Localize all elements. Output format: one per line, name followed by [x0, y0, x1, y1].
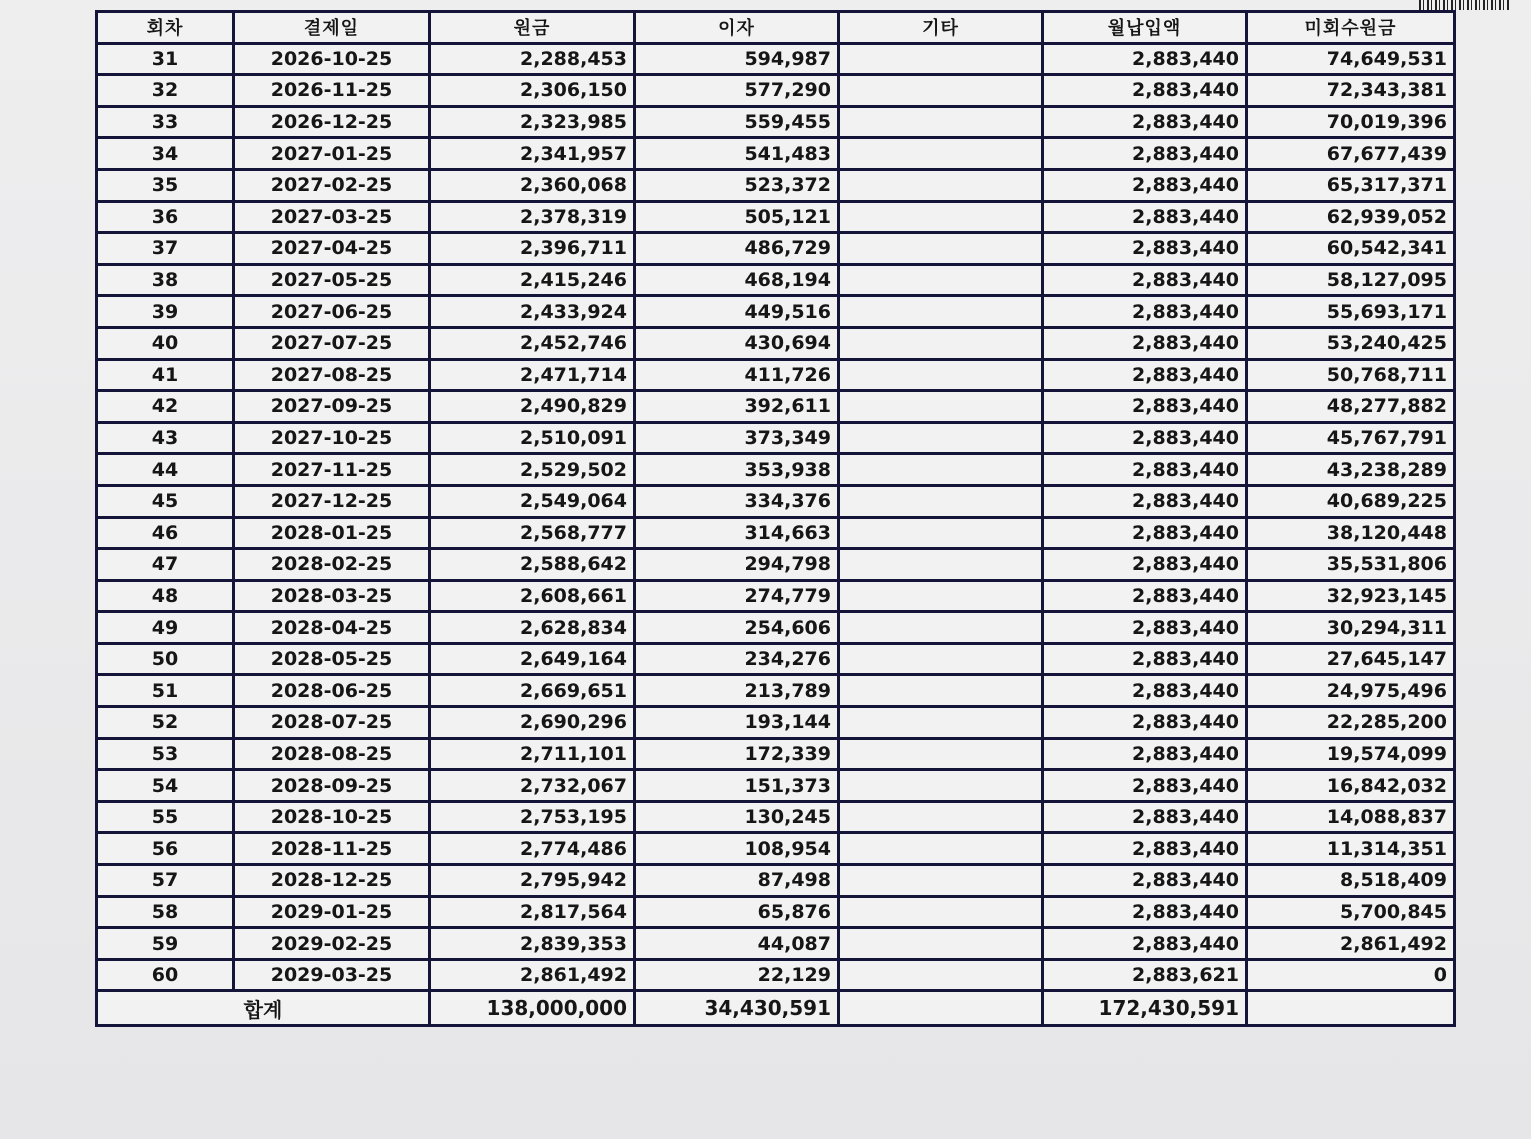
- cell-principal: 2,568,777: [430, 517, 635, 549]
- cell-installment: 57: [97, 865, 234, 897]
- cell-installment: 38: [97, 264, 234, 296]
- cell-principal: 2,396,711: [430, 233, 635, 265]
- cell-outstanding-principal: 65,317,371: [1247, 169, 1455, 201]
- cell-interest: 505,121: [635, 201, 839, 233]
- cell-other: [839, 485, 1043, 517]
- cell-other: [839, 580, 1043, 612]
- cell-interest: 294,798: [635, 549, 839, 581]
- cell-other: [839, 296, 1043, 328]
- cell-monthly-payment: 2,883,440: [1043, 801, 1247, 833]
- cell-interest: 559,455: [635, 106, 839, 138]
- cell-monthly-payment: 2,883,440: [1043, 675, 1247, 707]
- total-interest: 34,430,591: [635, 991, 839, 1026]
- cell-interest: 130,245: [635, 801, 839, 833]
- cell-other: [839, 549, 1043, 581]
- cell-principal: 2,510,091: [430, 422, 635, 454]
- cell-outstanding-principal: 35,531,806: [1247, 549, 1455, 581]
- cell-payment-date: 2026-11-25: [234, 75, 430, 107]
- table-row: [97, 264, 1455, 296]
- cell-other: [839, 169, 1043, 201]
- cell-principal: 2,288,453: [430, 43, 635, 75]
- table-row: [97, 549, 1455, 581]
- cell-principal: 2,795,942: [430, 865, 635, 897]
- cell-installment: 35: [97, 169, 234, 201]
- cell-interest: 22,129: [635, 959, 839, 991]
- cell-payment-date: 2027-10-25: [234, 422, 430, 454]
- cell-interest: 234,276: [635, 643, 839, 675]
- cell-monthly-payment: 2,883,440: [1043, 75, 1247, 107]
- cell-monthly-payment: 2,883,440: [1043, 738, 1247, 770]
- cell-principal: 2,608,661: [430, 580, 635, 612]
- table-row: [97, 770, 1455, 802]
- table-row: [97, 327, 1455, 359]
- cell-monthly-payment: 2,883,440: [1043, 327, 1247, 359]
- cell-other: [839, 517, 1043, 549]
- cell-principal: 2,732,067: [430, 770, 635, 802]
- cell-outstanding-principal: 11,314,351: [1247, 833, 1455, 865]
- table-row: [97, 422, 1455, 454]
- cell-outstanding-principal: 67,677,439: [1247, 138, 1455, 170]
- cell-monthly-payment: 2,883,440: [1043, 865, 1247, 897]
- cell-payment-date: 2028-11-25: [234, 833, 430, 865]
- cell-outstanding-principal: 0: [1247, 959, 1455, 991]
- cell-monthly-payment: 2,883,440: [1043, 643, 1247, 675]
- cell-payment-date: 2029-02-25: [234, 928, 430, 960]
- cell-payment-date: 2028-08-25: [234, 738, 430, 770]
- cell-interest: 523,372: [635, 169, 839, 201]
- cell-monthly-payment: 2,883,440: [1043, 296, 1247, 328]
- cell-interest: 392,611: [635, 391, 839, 423]
- cell-installment: 50: [97, 643, 234, 675]
- cell-outstanding-principal: 8,518,409: [1247, 865, 1455, 897]
- cell-principal: 2,306,150: [430, 75, 635, 107]
- cell-payment-date: 2027-02-25: [234, 169, 430, 201]
- cell-interest: 334,376: [635, 485, 839, 517]
- cell-monthly-payment: 2,883,440: [1043, 833, 1247, 865]
- table-row: [97, 833, 1455, 865]
- cell-payment-date: 2028-09-25: [234, 770, 430, 802]
- cell-payment-date: 2027-06-25: [234, 296, 430, 328]
- cell-payment-date: 2028-12-25: [234, 865, 430, 897]
- header-outstanding-principal: 미회수원금: [1247, 12, 1455, 44]
- cell-interest: 65,876: [635, 896, 839, 928]
- cell-interest: 468,194: [635, 264, 839, 296]
- table-row: [97, 896, 1455, 928]
- cell-other: [839, 138, 1043, 170]
- cell-payment-date: 2027-03-25: [234, 201, 430, 233]
- cell-outstanding-principal: 2,861,492: [1247, 928, 1455, 960]
- cell-other: [839, 865, 1043, 897]
- cell-principal: 2,341,957: [430, 138, 635, 170]
- cell-payment-date: 2028-01-25: [234, 517, 430, 549]
- cell-other: [839, 959, 1043, 991]
- table-row: [97, 865, 1455, 897]
- cell-outstanding-principal: 22,285,200: [1247, 707, 1455, 739]
- cell-outstanding-principal: 55,693,171: [1247, 296, 1455, 328]
- cell-interest: 594,987: [635, 43, 839, 75]
- cell-monthly-payment: 2,883,440: [1043, 43, 1247, 75]
- cell-other: [839, 106, 1043, 138]
- cell-other: [839, 327, 1043, 359]
- table-row: [97, 391, 1455, 423]
- cell-installment: 33: [97, 106, 234, 138]
- cell-principal: 2,649,164: [430, 643, 635, 675]
- cell-outstanding-principal: 38,120,448: [1247, 517, 1455, 549]
- cell-other: [839, 896, 1043, 928]
- cell-other: [839, 675, 1043, 707]
- cell-other: [839, 264, 1043, 296]
- cell-interest: 193,144: [635, 707, 839, 739]
- cell-outstanding-principal: 48,277,882: [1247, 391, 1455, 423]
- header-principal: 원금: [430, 12, 635, 44]
- cell-other: [839, 738, 1043, 770]
- table-row: [97, 580, 1455, 612]
- cell-payment-date: 2027-07-25: [234, 327, 430, 359]
- cell-principal: 2,817,564: [430, 896, 635, 928]
- total-other: [839, 991, 1043, 1026]
- table-row: [97, 169, 1455, 201]
- table-row: [97, 43, 1455, 75]
- table-row: [97, 959, 1455, 991]
- cell-installment: 39: [97, 296, 234, 328]
- cell-interest: 353,938: [635, 454, 839, 486]
- cell-interest: 254,606: [635, 612, 839, 644]
- cell-principal: 2,323,985: [430, 106, 635, 138]
- cell-outstanding-principal: 53,240,425: [1247, 327, 1455, 359]
- cell-installment: 60: [97, 959, 234, 991]
- cell-monthly-payment: 2,883,440: [1043, 770, 1247, 802]
- cell-interest: 151,373: [635, 770, 839, 802]
- cell-outstanding-principal: 70,019,396: [1247, 106, 1455, 138]
- cell-other: [839, 359, 1043, 391]
- cell-other: [839, 422, 1043, 454]
- repayment-schedule-table: [95, 10, 1456, 1027]
- cell-installment: 36: [97, 201, 234, 233]
- cell-installment: 53: [97, 738, 234, 770]
- cell-principal: 2,861,492: [430, 959, 635, 991]
- cell-interest: 274,779: [635, 580, 839, 612]
- cell-outstanding-principal: 62,939,052: [1247, 201, 1455, 233]
- cell-principal: 2,711,101: [430, 738, 635, 770]
- cell-installment: 47: [97, 549, 234, 581]
- cell-principal: 2,378,319: [430, 201, 635, 233]
- table-row: [97, 643, 1455, 675]
- cell-interest: 108,954: [635, 833, 839, 865]
- cell-monthly-payment: 2,883,621: [1043, 959, 1247, 991]
- table-row: [97, 106, 1455, 138]
- cell-installment: 54: [97, 770, 234, 802]
- table-row: [97, 233, 1455, 265]
- cell-payment-date: 2028-10-25: [234, 801, 430, 833]
- table-row: [97, 675, 1455, 707]
- cell-interest: 486,729: [635, 233, 839, 265]
- cell-outstanding-principal: 30,294,311: [1247, 612, 1455, 644]
- cell-installment: 51: [97, 675, 234, 707]
- cell-principal: 2,529,502: [430, 454, 635, 486]
- cell-interest: 213,789: [635, 675, 839, 707]
- cell-payment-date: 2026-10-25: [234, 43, 430, 75]
- cell-monthly-payment: 2,883,440: [1043, 169, 1247, 201]
- table-row: [97, 138, 1455, 170]
- cell-payment-date: 2028-06-25: [234, 675, 430, 707]
- cell-payment-date: 2027-01-25: [234, 138, 430, 170]
- cell-interest: 87,498: [635, 865, 839, 897]
- cell-payment-date: 2026-12-25: [234, 106, 430, 138]
- cell-payment-date: 2027-09-25: [234, 391, 430, 423]
- cell-interest: 577,290: [635, 75, 839, 107]
- cell-installment: 32: [97, 75, 234, 107]
- cell-monthly-payment: 2,883,440: [1043, 422, 1247, 454]
- cell-installment: 41: [97, 359, 234, 391]
- cell-monthly-payment: 2,883,440: [1043, 264, 1247, 296]
- cell-monthly-payment: 2,883,440: [1043, 517, 1247, 549]
- barcode-image: [1419, 0, 1509, 10]
- cell-installment: 59: [97, 928, 234, 960]
- cell-interest: 430,694: [635, 327, 839, 359]
- table-row: [97, 454, 1455, 486]
- cell-interest: 314,663: [635, 517, 839, 549]
- total-row: [97, 991, 1455, 1026]
- total-balance: [1247, 991, 1455, 1026]
- cell-installment: 55: [97, 801, 234, 833]
- cell-principal: 2,669,651: [430, 675, 635, 707]
- cell-outstanding-principal: 16,842,032: [1247, 770, 1455, 802]
- cell-principal: 2,774,486: [430, 833, 635, 865]
- cell-installment: 56: [97, 833, 234, 865]
- table-row: [97, 801, 1455, 833]
- cell-principal: 2,490,829: [430, 391, 635, 423]
- cell-monthly-payment: 2,883,440: [1043, 201, 1247, 233]
- table-header-row: [97, 12, 1455, 44]
- cell-outstanding-principal: 24,975,496: [1247, 675, 1455, 707]
- header-installment: 회차: [97, 12, 234, 44]
- cell-principal: 2,839,353: [430, 928, 635, 960]
- cell-payment-date: 2028-05-25: [234, 643, 430, 675]
- cell-outstanding-principal: 19,574,099: [1247, 738, 1455, 770]
- cell-installment: 40: [97, 327, 234, 359]
- cell-installment: 43: [97, 422, 234, 454]
- cell-other: [839, 928, 1043, 960]
- cell-installment: 34: [97, 138, 234, 170]
- cell-payment-date: 2029-01-25: [234, 896, 430, 928]
- header-interest: 이자: [635, 12, 839, 44]
- cell-other: [839, 833, 1043, 865]
- cell-monthly-payment: 2,883,440: [1043, 106, 1247, 138]
- cell-outstanding-principal: 72,343,381: [1247, 75, 1455, 107]
- cell-outstanding-principal: 50,768,711: [1247, 359, 1455, 391]
- cell-monthly-payment: 2,883,440: [1043, 707, 1247, 739]
- cell-other: [839, 770, 1043, 802]
- cell-monthly-payment: 2,883,440: [1043, 928, 1247, 960]
- header-payment-date: 결제일: [234, 12, 430, 44]
- cell-payment-date: 2027-08-25: [234, 359, 430, 391]
- cell-installment: 46: [97, 517, 234, 549]
- cell-other: [839, 201, 1043, 233]
- cell-monthly-payment: 2,883,440: [1043, 233, 1247, 265]
- cell-monthly-payment: 2,883,440: [1043, 138, 1247, 170]
- cell-installment: 48: [97, 580, 234, 612]
- cell-outstanding-principal: 14,088,837: [1247, 801, 1455, 833]
- cell-outstanding-principal: 5,700,845: [1247, 896, 1455, 928]
- cell-other: [839, 612, 1043, 644]
- total-principal: 138,000,000: [430, 991, 635, 1026]
- table-row: [97, 612, 1455, 644]
- table-row: [97, 296, 1455, 328]
- table-row: [97, 517, 1455, 549]
- cell-payment-date: 2027-12-25: [234, 485, 430, 517]
- cell-outstanding-principal: 27,645,147: [1247, 643, 1455, 675]
- cell-monthly-payment: 2,883,440: [1043, 359, 1247, 391]
- cell-payment-date: 2029-03-25: [234, 959, 430, 991]
- cell-installment: 42: [97, 391, 234, 423]
- cell-principal: 2,433,924: [430, 296, 635, 328]
- cell-payment-date: 2027-05-25: [234, 264, 430, 296]
- cell-principal: 2,628,834: [430, 612, 635, 644]
- cell-outstanding-principal: 60,542,341: [1247, 233, 1455, 265]
- total-label: 합계: [97, 991, 430, 1026]
- cell-other: [839, 391, 1043, 423]
- cell-monthly-payment: 2,883,440: [1043, 454, 1247, 486]
- cell-principal: 2,360,068: [430, 169, 635, 201]
- cell-outstanding-principal: 43,238,289: [1247, 454, 1455, 486]
- cell-principal: 2,452,746: [430, 327, 635, 359]
- cell-payment-date: 2027-11-25: [234, 454, 430, 486]
- cell-installment: 58: [97, 896, 234, 928]
- cell-installment: 45: [97, 485, 234, 517]
- cell-outstanding-principal: 58,127,095: [1247, 264, 1455, 296]
- cell-installment: 37: [97, 233, 234, 265]
- cell-monthly-payment: 2,883,440: [1043, 391, 1247, 423]
- cell-other: [839, 454, 1043, 486]
- table-row: [97, 201, 1455, 233]
- cell-installment: 52: [97, 707, 234, 739]
- cell-other: [839, 707, 1043, 739]
- schedule-body: [97, 43, 1455, 991]
- cell-other: [839, 643, 1043, 675]
- cell-payment-date: 2027-04-25: [234, 233, 430, 265]
- cell-monthly-payment: 2,883,440: [1043, 612, 1247, 644]
- cell-other: [839, 43, 1043, 75]
- cell-payment-date: 2028-03-25: [234, 580, 430, 612]
- cell-principal: 2,471,714: [430, 359, 635, 391]
- table-row: [97, 928, 1455, 960]
- header-other: 기타: [839, 12, 1043, 44]
- cell-principal: 2,588,642: [430, 549, 635, 581]
- cell-monthly-payment: 2,883,440: [1043, 896, 1247, 928]
- cell-outstanding-principal: 40,689,225: [1247, 485, 1455, 517]
- cell-other: [839, 801, 1043, 833]
- cell-interest: 172,339: [635, 738, 839, 770]
- cell-installment: 44: [97, 454, 234, 486]
- cell-payment-date: 2028-04-25: [234, 612, 430, 644]
- cell-installment: 49: [97, 612, 234, 644]
- cell-payment-date: 2028-07-25: [234, 707, 430, 739]
- cell-interest: 373,349: [635, 422, 839, 454]
- cell-monthly-payment: 2,883,440: [1043, 485, 1247, 517]
- table-row: [97, 75, 1455, 107]
- cell-principal: 2,415,246: [430, 264, 635, 296]
- cell-outstanding-principal: 74,649,531: [1247, 43, 1455, 75]
- table-row: [97, 359, 1455, 391]
- cell-monthly-payment: 2,883,440: [1043, 549, 1247, 581]
- cell-principal: 2,690,296: [430, 707, 635, 739]
- table-row: [97, 738, 1455, 770]
- cell-other: [839, 233, 1043, 265]
- cell-interest: 449,516: [635, 296, 839, 328]
- cell-outstanding-principal: 45,767,791: [1247, 422, 1455, 454]
- cell-principal: 2,549,064: [430, 485, 635, 517]
- header-monthly-payment: 월납입액: [1043, 12, 1247, 44]
- table-row: [97, 485, 1455, 517]
- cell-monthly-payment: 2,883,440: [1043, 580, 1247, 612]
- table-row: [97, 707, 1455, 739]
- cell-outstanding-principal: 32,923,145: [1247, 580, 1455, 612]
- cell-principal: 2,753,195: [430, 801, 635, 833]
- cell-interest: 541,483: [635, 138, 839, 170]
- cell-installment: 31: [97, 43, 234, 75]
- cell-payment-date: 2028-02-25: [234, 549, 430, 581]
- total-payment: 172,430,591: [1043, 991, 1247, 1026]
- cell-other: [839, 75, 1043, 107]
- cell-interest: 44,087: [635, 928, 839, 960]
- cell-interest: 411,726: [635, 359, 839, 391]
